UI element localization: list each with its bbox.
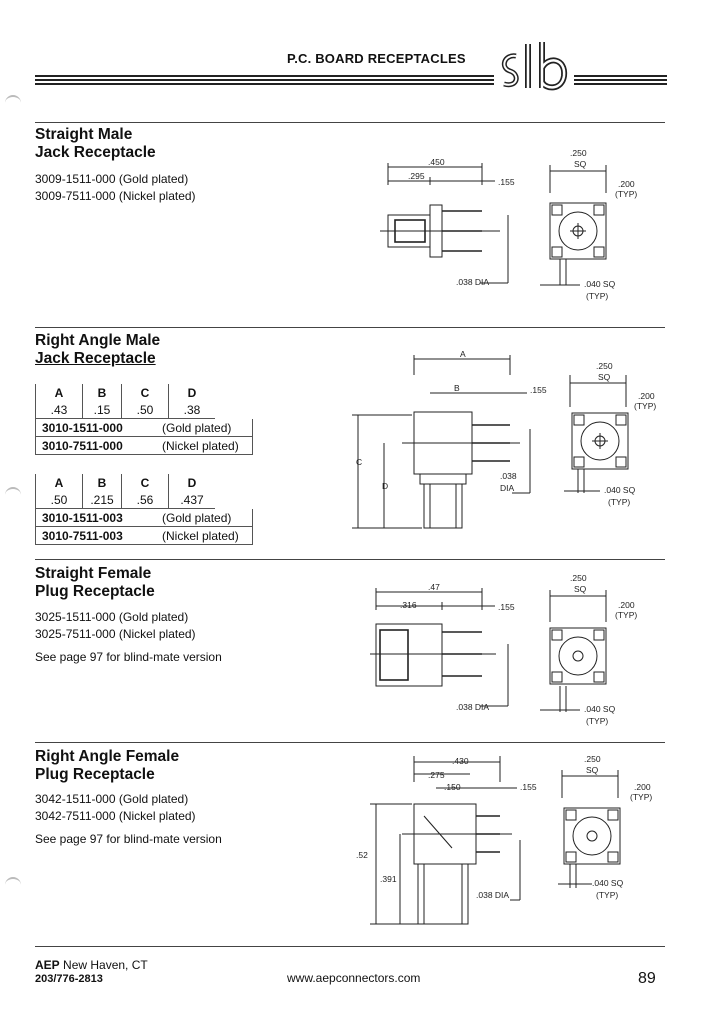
dim-label: (TYP)	[634, 401, 657, 411]
dim-label: .391	[380, 874, 397, 884]
note-text: See page 97 for blind-mate version	[35, 650, 222, 664]
dimension-table-2	[35, 474, 253, 545]
scan-mark	[5, 877, 21, 889]
dim-label: .275	[428, 770, 445, 780]
dim-label: B	[454, 383, 460, 393]
part-number: 3025-1511-000 (Gold plated)	[35, 610, 189, 624]
section-divider	[35, 122, 665, 123]
footer-divider	[35, 946, 665, 947]
dim-label: .250	[584, 754, 601, 764]
table-header: C	[122, 384, 169, 401]
dim-label: (TYP)	[615, 189, 638, 199]
dim-label: .430	[452, 756, 469, 766]
dim-label: .155	[520, 782, 537, 792]
dim-label: .038	[500, 471, 517, 481]
dim-label: .250	[596, 361, 613, 371]
section-title: Right Angle Male Jack Receptacle	[35, 332, 161, 367]
table-cell: .215	[83, 491, 122, 509]
part-number: 3009-1511-000 (Gold plated)	[35, 172, 189, 186]
part-finish: (Gold plated)	[162, 419, 253, 437]
dim-label: (TYP)	[630, 792, 653, 802]
dim-label: (TYP)	[586, 716, 609, 726]
section-title: Straight Female Plug Receptacle	[35, 565, 155, 600]
straight-female-plug-drawing	[370, 570, 660, 730]
table-header: B	[83, 474, 122, 491]
part-number-list	[35, 609, 196, 643]
dim-label: .316	[400, 600, 417, 610]
dim-label: .200	[634, 782, 651, 792]
section-divider	[35, 559, 665, 560]
page-header-title: P.C. BOARD RECEPTACLES	[287, 51, 466, 66]
table-header: A	[36, 474, 83, 491]
dimension-table-1	[35, 384, 253, 455]
part-number-list	[35, 791, 196, 825]
part-finish: (Gold plated)	[162, 509, 253, 527]
table-cell: .50	[36, 491, 83, 509]
part-number: 3025-7511-000 (Nickel plated)	[35, 627, 196, 641]
page-number: 89	[638, 970, 656, 987]
table-header: B	[83, 384, 122, 401]
section-divider	[35, 742, 665, 743]
dim-label: D	[382, 481, 389, 491]
dim-label: .038 DIA	[456, 702, 490, 712]
dim-label: .040 SQ	[604, 485, 636, 495]
table-cell: .43	[36, 401, 83, 419]
dim-label: SQ	[586, 765, 599, 775]
table-cell: .38	[169, 401, 216, 419]
section-title: Right Angle Female Plug Receptacle	[35, 748, 180, 783]
part-finish: (Nickel plated)	[162, 527, 253, 545]
table-header: D	[169, 474, 216, 491]
scan-mark	[5, 95, 21, 107]
dim-label: .155	[498, 602, 515, 612]
part-number: 3010-7511-003	[36, 527, 163, 545]
dim-label: (TYP)	[615, 610, 638, 620]
dim-label: DIA	[500, 483, 515, 493]
dim-label: .040 SQ	[592, 878, 624, 888]
right-angle-male-jack-drawing	[352, 345, 662, 545]
dim-label: .250	[570, 573, 587, 583]
table-header: D	[169, 384, 216, 401]
table-cell: .56	[122, 491, 169, 509]
dim-label: .450	[428, 157, 445, 167]
dim-label: .038 DIA	[456, 277, 490, 287]
dim-label: (TYP)	[596, 890, 619, 900]
dim-label: C	[356, 457, 363, 467]
note-text: See page 97 for blind-mate version	[35, 832, 222, 846]
dim-label: SQ	[574, 159, 587, 169]
part-number: 3042-1511-000 (Gold plated)	[35, 792, 189, 806]
dim-label: .200	[618, 600, 635, 610]
table-cell: .50	[122, 401, 169, 419]
section-title: Straight Male Jack Receptacle	[35, 126, 156, 161]
table-header: C	[122, 474, 169, 491]
dim-label: .200	[618, 179, 635, 189]
dim-label: .150	[444, 782, 461, 792]
right-angle-female-plug-drawing	[352, 752, 662, 932]
scan-mark	[5, 487, 21, 499]
dim-label: (TYP)	[608, 497, 631, 507]
dim-label: .200	[638, 391, 655, 401]
dim-label: .040 SQ	[584, 704, 616, 714]
dim-label: .52	[356, 850, 368, 860]
footer-url[interactable]: www.aepconnectors.com	[287, 971, 421, 985]
part-number: 3042-7511-000 (Nickel plated)	[35, 809, 196, 823]
footer-phone: 203/776-2813	[35, 973, 103, 985]
dim-label: (TYP)	[586, 291, 609, 301]
dim-label: .155	[498, 177, 515, 187]
dim-label: SQ	[598, 372, 611, 382]
table-header: A	[36, 384, 83, 401]
part-number: 3009-7511-000 (Nickel plated)	[35, 189, 196, 203]
table-cell: .437	[169, 491, 216, 509]
part-finish: (Nickel plated)	[162, 437, 253, 455]
part-number-list	[35, 171, 196, 205]
table-cell: .15	[83, 401, 122, 419]
dim-label: SQ	[574, 584, 587, 594]
part-number: 3010-1511-000	[36, 419, 163, 437]
footer-company: AEP New Haven, CT	[35, 958, 148, 972]
dim-label: .155	[530, 385, 547, 395]
dim-label: .295	[408, 171, 425, 181]
part-number: 3010-7511-000	[36, 437, 163, 455]
dim-label: .040 SQ	[584, 279, 616, 289]
section-divider	[35, 327, 665, 328]
dim-label: .250	[570, 148, 587, 158]
straight-male-jack-drawing	[370, 145, 660, 305]
dim-label: .47	[428, 582, 440, 592]
dim-label: .038 DIA	[476, 890, 510, 900]
dim-label: A	[460, 349, 466, 359]
part-number: 3010-1511-003	[36, 509, 163, 527]
company-logo	[494, 38, 574, 100]
